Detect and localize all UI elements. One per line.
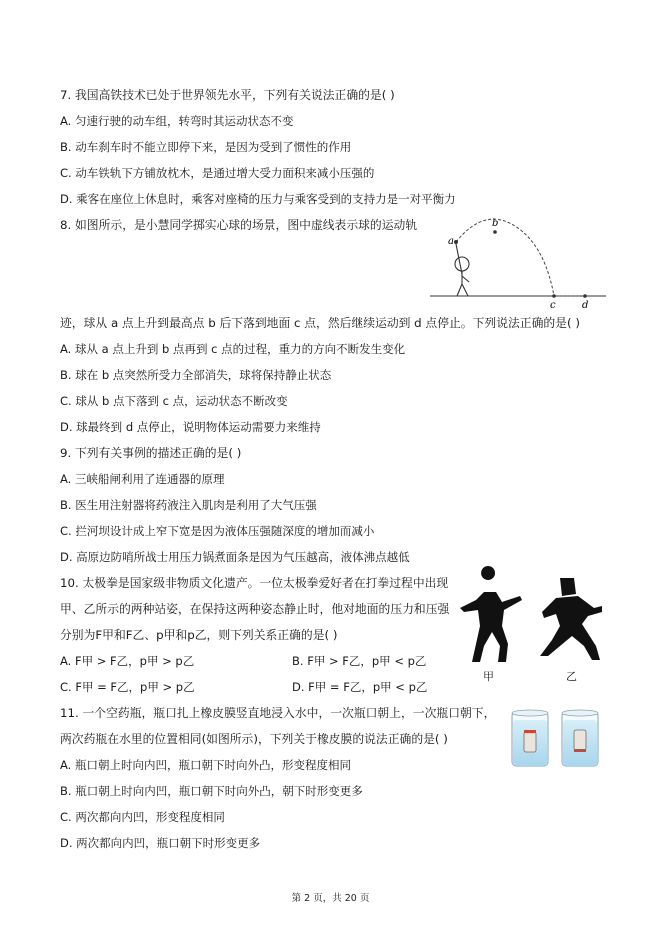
q11-option-a: A. 瓶口朝上时向内凹，瓶口朝下时向外凸，形变程度相同	[60, 758, 351, 772]
q10-option-a: A. F甲 > F乙，p甲 > p乙	[60, 654, 195, 668]
q10-stem-line1: 10. 太极拳是国家级非物质文化遗产。一位太极拳爱好者在打拳过程中出现	[60, 576, 449, 590]
q8-stem-line1: 8. 如图所示，是小慧同学掷实心球的场景，图中虚线表示球的运动轨	[60, 218, 418, 232]
q9-option-c: C. 拦河坝设计成上窄下宽是因为液体压强随深度的增加而减小	[60, 524, 375, 538]
q9-stem: 9. 下列有关事例的描述正确的是( )	[60, 446, 242, 460]
vial-mouth-down	[574, 730, 586, 750]
ball-point-a	[454, 240, 458, 244]
q7-option-b: B. 动车刹车时不能立即停下来，是因为受到了惯性的作用	[60, 140, 352, 154]
q11-stem-line1: 11. 一个空药瓶，瓶口扎上橡皮膜竖直地浸入水中，一次瓶口朝上，一次瓶口朝下，	[60, 706, 496, 720]
fig-label-jia: 甲	[483, 670, 494, 683]
q8-stem-line2: 迹，球从 a 点上升到最高点 b 后下落到地面 c 点，然后继续运动到 d 点停止。下列说法正确的是( )	[60, 316, 580, 330]
ball-point-c	[552, 294, 556, 298]
label-a: a	[448, 236, 454, 247]
q7-stem: 7. 我国高铁技术已处于世界领先水平，下列有关说法正确的是( )	[60, 88, 395, 102]
q11-stem-line2: 两次药瓶在水里的位置相同(如图所示)，下列关于橡皮膜的说法正确的是( )	[60, 732, 448, 746]
taichi-pose-jia-silhouette	[458, 574, 524, 666]
q9-option-d: D. 高原边防哨所战士用压力锅煮面条是因为气压越高，液体沸点越低	[60, 550, 410, 564]
q8-throw-figure	[428, 214, 608, 311]
q10-stem-line2: 甲、乙所示的两种站姿，在保持这两种姿态静止时，他对地面的压力和压强	[60, 602, 450, 616]
membrane-right	[574, 749, 586, 752]
ball-point-d	[583, 294, 587, 298]
q8-option-c: C. 球从 b 点下落到 c 点，运动状态不断改变	[60, 394, 288, 408]
q10-stem-line3: 分别为F甲和F乙、p甲和p乙，则下列关系正确的是( )	[60, 628, 338, 642]
q8-option-a: A. 球从 a 点上升到 b 点再到 c 点的过程，重力的方向不断发生变化	[60, 342, 406, 356]
q11-option-b: B. 瓶口朝上时向内凹，瓶口朝下时向外凸，朝下时形变更多	[60, 784, 363, 798]
vial-mouth-up	[524, 732, 536, 752]
page-footer: 第 2 页，共 20 页	[291, 893, 370, 904]
q9-option-b: B. 医生用注射器将药液注入肌肉是利用了大气压强	[60, 498, 317, 512]
q8-option-b: B. 球在 b 点突然所受力全部消失，球将保持静止状态	[60, 368, 332, 382]
membrane-left	[524, 730, 536, 733]
q7-option-c: C. 动车铁轨下方铺放枕木，是通过增大受力面积来减小压强的	[60, 166, 375, 180]
label-d: d	[582, 300, 589, 311]
label-c: c	[550, 300, 556, 311]
q10-option-b: B. F甲 > F乙，p甲 < p乙	[292, 654, 427, 668]
q9-option-a: A. 三峡船闸利用了连通器的原理	[60, 472, 225, 486]
q11-option-d: D. 两次都向内凹，瓶口朝下时形变更多	[60, 836, 261, 850]
label-b: b	[492, 218, 499, 229]
q7-option-d: D. 乘客在座位上休息时，乘客对座椅的压力与乘客受到的支持力是一对平衡力	[60, 192, 456, 206]
trajectory-curve	[456, 219, 554, 296]
q10-option-c: C. F甲 = F乙，p甲 > p乙	[60, 680, 195, 694]
q11-beakers-figure	[508, 708, 604, 770]
q10-option-d: D. F甲 = F乙，p甲 < p乙	[292, 680, 428, 694]
taichi-pose-yi-silhouette	[538, 574, 604, 666]
q8-option-d: D. 球最终到 d 点停止，说明物体运动需要力来维持	[60, 420, 321, 434]
q11-option-c: C. 两次都向内凹，形变程度相同	[60, 810, 225, 824]
q7-option-a: A. 匀速行驶的动车组，转弯时其运动状态不变	[60, 114, 294, 128]
fig-label-yi: 乙	[566, 670, 577, 683]
person-head	[455, 257, 469, 271]
ball-point-b	[493, 230, 497, 234]
